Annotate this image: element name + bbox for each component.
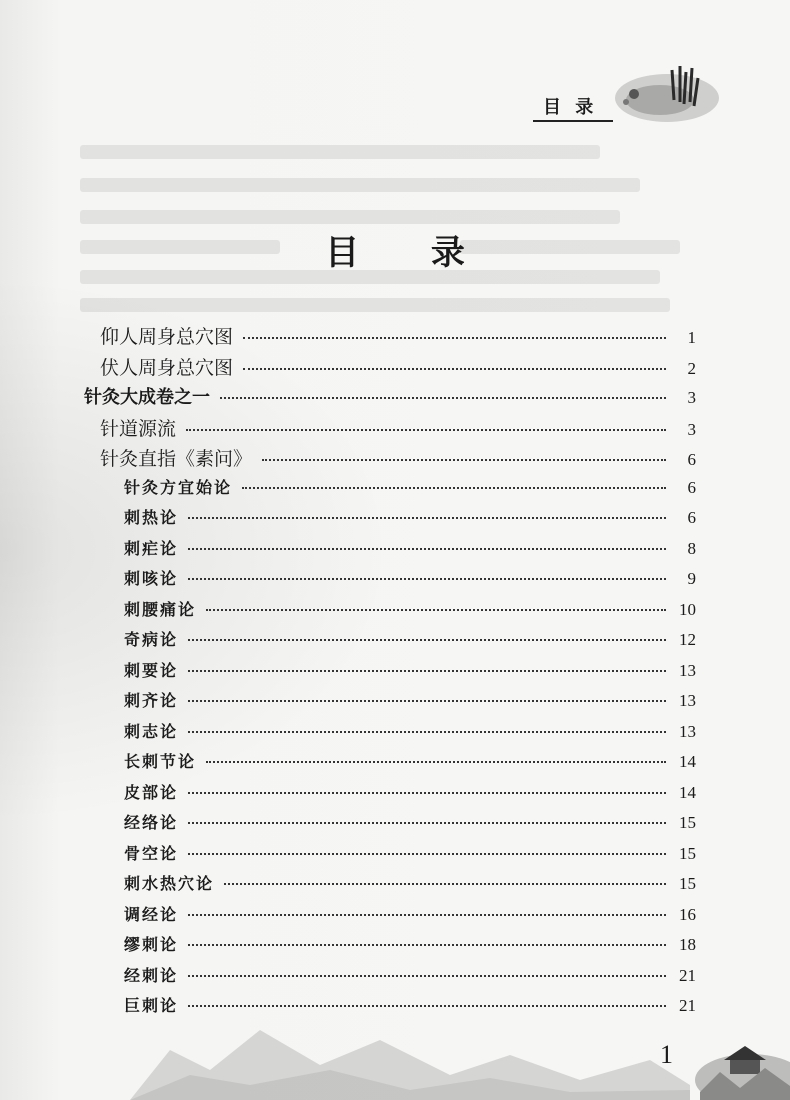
- dot-leader: [188, 853, 666, 855]
- toc-entry-page: 14: [679, 782, 696, 802]
- dot-leader: [243, 337, 666, 339]
- dot-leader: [188, 639, 666, 641]
- toc-entry-title: 仰人周身总穴图: [100, 326, 234, 348]
- page-title: 目 录: [325, 233, 495, 273]
- toc-entry-page: 8: [687, 538, 696, 558]
- dot-leader: [188, 670, 666, 672]
- dot-leader: [206, 609, 666, 611]
- toc-entry-title: 皮部论: [124, 782, 179, 802]
- header-rule: [533, 120, 613, 122]
- dot-leader: [186, 429, 666, 431]
- dot-leader: [262, 459, 666, 461]
- toc-entry-page: 3: [687, 388, 696, 407]
- toc-entry-page: 13: [679, 660, 696, 680]
- toc-entry-page: 12: [679, 630, 696, 649]
- running-header: 目 录: [543, 97, 598, 118]
- toc-entry-title: 伏人周身总穴图: [100, 356, 234, 379]
- toc-entry-title: 刺热论: [124, 508, 179, 527]
- toc-entry-title: 针灸方宜始论: [124, 477, 233, 497]
- toc-entry-title: 刺疟论: [124, 538, 179, 558]
- toc-entry[interactable]: [124, 780, 696, 811]
- toc-entry[interactable]: [124, 536, 696, 567]
- toc-entry-page: 15: [679, 874, 696, 893]
- toc-entry[interactable]: [124, 871, 696, 902]
- toc-entry-page: 13: [679, 691, 696, 710]
- toc-entry-page: 13: [679, 721, 696, 741]
- toc-entry-page: 15: [679, 843, 696, 863]
- toc-entry[interactable]: [84, 383, 696, 414]
- dot-leader: [188, 822, 666, 824]
- toc-entry-title: 调经论: [124, 904, 179, 924]
- table-of-contents: [84, 322, 696, 1024]
- toc-entry-title: 刺腰痛论: [124, 599, 197, 619]
- page-number: 1: [660, 1040, 673, 1069]
- toc-entry-page: 9: [687, 569, 696, 588]
- toc-entry-title: 刺咳论: [124, 569, 179, 588]
- toc-entry[interactable]: [124, 475, 696, 506]
- toc-entry-page: 14: [679, 752, 696, 771]
- toc-entry-title: 针灸直指《素问》: [100, 448, 253, 470]
- dot-leader: [188, 517, 666, 519]
- toc-entry[interactable]: [124, 810, 696, 841]
- toc-entry-page: 1: [687, 328, 696, 347]
- dot-leader: [188, 578, 666, 580]
- pavilion-landscape-icon: [690, 1010, 790, 1100]
- toc-entry-title: 缪刺论: [124, 935, 179, 954]
- toc-entry-page: 18: [679, 935, 696, 954]
- toc-entry-title: 奇病论: [124, 630, 179, 649]
- landscape-vignette-icon: [612, 60, 722, 126]
- toc-entry-title: 骨空论: [124, 843, 179, 863]
- toc-entry[interactable]: [100, 414, 696, 445]
- toc-entry[interactable]: [124, 505, 696, 536]
- dot-leader: [188, 975, 666, 977]
- toc-entry-page: 16: [679, 904, 696, 924]
- toc-entry-title: 经络论: [124, 813, 179, 832]
- toc-entry-title: 刺要论: [124, 660, 179, 680]
- toc-entry-title: 刺志论: [124, 721, 179, 741]
- toc-entry[interactable]: [124, 566, 696, 597]
- toc-entry-title: 刺水热穴论: [124, 874, 215, 893]
- toc-entry[interactable]: [124, 719, 696, 750]
- dot-leader: [188, 731, 666, 733]
- toc-entry-page: 6: [687, 477, 696, 497]
- dot-leader: [242, 487, 666, 489]
- toc-entry-page: 6: [687, 450, 696, 469]
- dot-leader: [206, 761, 666, 763]
- toc-entry-page: 15: [679, 813, 696, 832]
- toc-entry[interactable]: [124, 627, 696, 658]
- toc-entry[interactable]: [100, 353, 696, 384]
- toc-entry[interactable]: [124, 658, 696, 689]
- toc-entry-title: 长刺节论: [124, 752, 197, 771]
- toc-entry[interactable]: [124, 841, 696, 872]
- toc-entry-title: 巨刺论: [124, 996, 179, 1015]
- toc-entry[interactable]: [124, 963, 696, 994]
- dot-leader: [220, 397, 666, 399]
- toc-entry-page: 3: [687, 419, 696, 439]
- dot-leader: [188, 944, 666, 946]
- toc-entry-title: 针道源流: [100, 417, 177, 440]
- toc-entry-page: 21: [679, 996, 696, 1015]
- toc-entry[interactable]: [124, 932, 696, 963]
- dot-leader: [243, 368, 666, 370]
- toc-entry-title: 刺齐论: [124, 691, 179, 710]
- toc-entry[interactable]: [124, 749, 696, 780]
- toc-entry-page: 2: [687, 358, 696, 378]
- dot-leader: [188, 548, 666, 550]
- toc-entry-title: 针灸大成卷之一: [84, 387, 210, 408]
- toc-entry[interactable]: [100, 444, 696, 475]
- toc-entry-title: 经刺论: [124, 965, 179, 985]
- dot-leader: [188, 792, 666, 794]
- toc-entry[interactable]: [124, 688, 696, 719]
- toc-entry-page: 6: [687, 508, 696, 527]
- dot-leader: [188, 914, 666, 916]
- toc-entry[interactable]: [124, 902, 696, 933]
- toc-entry-page: 10: [679, 599, 696, 619]
- toc-entry-page: 21: [679, 965, 696, 985]
- landscape-wash: [130, 990, 690, 1100]
- dot-leader: [188, 700, 666, 702]
- toc-entry[interactable]: [100, 322, 696, 353]
- toc-entry[interactable]: [124, 597, 696, 628]
- dot-leader: [224, 883, 666, 885]
